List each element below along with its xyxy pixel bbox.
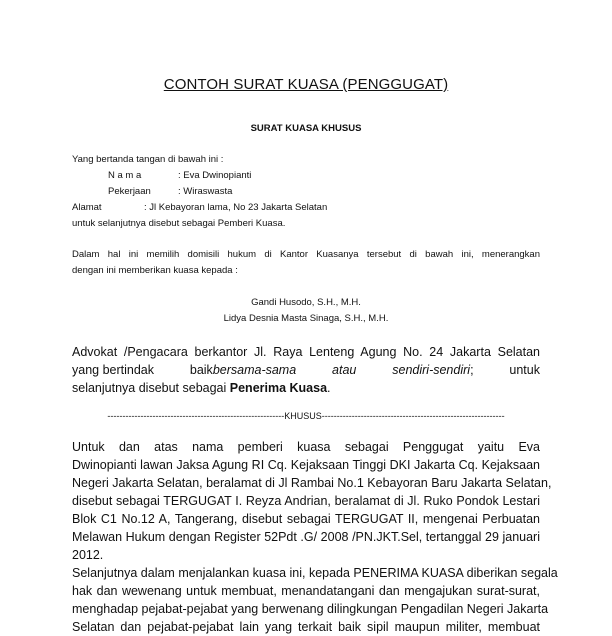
body-line: Melawan Hukum dengan Register 52Pdt .G/ 2008 /PN.JKT.Sel, tertanggal 29 januari	[72, 530, 540, 544]
advokat-line-2-b: baik	[189, 363, 213, 377]
nama-row	[108, 168, 251, 184]
advokat-line-2-g: untuk	[509, 363, 540, 377]
advokat-line-3-a: selanjutnya disebut sebagai	[72, 381, 230, 395]
body-line: Untuk dan atas nama pemberi kuasa sebagai Penggugat yaitu Eva	[72, 440, 540, 454]
advokat-line-1: Advokat /Pengacara berkantor Jl. Raya Lenteng Agung No. 24 Jakarta Selatan	[72, 345, 540, 359]
alamat-label: Alamat	[72, 202, 102, 213]
pekerjaan-label: Pekerjaan	[108, 186, 151, 197]
body-line: Negeri Jakarta Selatan, beralamat di Jl Rambai No.1 Kebayoran Baru Jakarta Selatan,	[72, 476, 552, 490]
intro-text: Yang bertanda tangan di bawah ini :	[72, 154, 224, 165]
body-line: menghadap pejabat-pejabat yang berwenang dilingkungan Pengadilan Negeri Jakarta	[72, 602, 549, 616]
advokat-line-2	[72, 361, 540, 379]
advokat-line-2-c: bersama-sama	[212, 363, 297, 377]
pemberi-kuasa-text: untuk selanjutnya disebut sebagai Pemberi Kuasa.	[72, 218, 286, 229]
khusus-divider: -----------------------------------------------------------KHUSUS-------------------------------------------------------------	[107, 411, 505, 421]
document-title: CONTOH SURAT KUASA (PENGGUGAT)	[163, 76, 449, 93]
advokat-line-3-c: .	[327, 381, 331, 395]
alamat-row	[72, 200, 327, 216]
nama-value: : Eva Dwinopianti	[178, 170, 252, 181]
domisili-line-2: dengan ini memberikan kuasa kepada :	[72, 265, 238, 276]
body-line: Selanjutnya dalam menjalankan kuasa ini, kepada PENERIMA KUASA diberikan segala	[72, 566, 558, 580]
body-line: Blok C1 No.12 A, Tangerang, disebut sebagai TERGUGAT II, mengenai Perbuatan	[72, 512, 540, 526]
body-line: Dwinopianti lawan Jaksa Agung RI Cq. Kejaksaan Tinggi DKI Jakarta Cq. Kejaksaan	[72, 458, 540, 472]
body-line: Selatan dan pejabat-pejabat lain yang terkait baik sipil maupun militer, membuat	[72, 620, 540, 634]
lawyer-name-1: Gandi Husodo, S.H., M.H.	[251, 297, 361, 308]
advokat-line-2-f: ;	[470, 363, 474, 377]
pekerjaan-value: : Wiraswasta	[178, 186, 233, 197]
body-line: 2012.	[72, 548, 104, 562]
advokat-line-2-e: sendiri-sendiri	[392, 363, 471, 377]
advokat-line-3	[72, 379, 540, 397]
alamat-value: : Jl Kebayoran lama, No 23 Jakarta Selatan	[144, 202, 328, 213]
penerima-kuasa-bold: Penerima Kuasa	[229, 381, 328, 395]
lawyer-name-2: Lidya Desnia Masta Sinaga, S.H., M.H.	[223, 313, 389, 324]
advokat-line-2-d: atau	[332, 363, 357, 377]
advokat-line-2-a: yang bertindak	[72, 363, 155, 377]
domisili-line-1: Dalam hal ini memilih domisili hukum di Kantor Kuasanya tersebut di bawah ini, menerangkan	[72, 249, 540, 260]
document-subtitle: SURAT KUASA KHUSUS	[250, 123, 362, 134]
body-line: disebut sebagai TERGUGAT I. Reyza Andrian, beralamat di Jl. Ruko Pondok Lestari	[72, 494, 540, 508]
body-line: hak dan wewenang untuk membuat, menandatangani dan mengajukan surat-surat,	[72, 584, 540, 598]
pekerjaan-row	[108, 184, 232, 200]
nama-label: N a m a	[108, 170, 142, 181]
